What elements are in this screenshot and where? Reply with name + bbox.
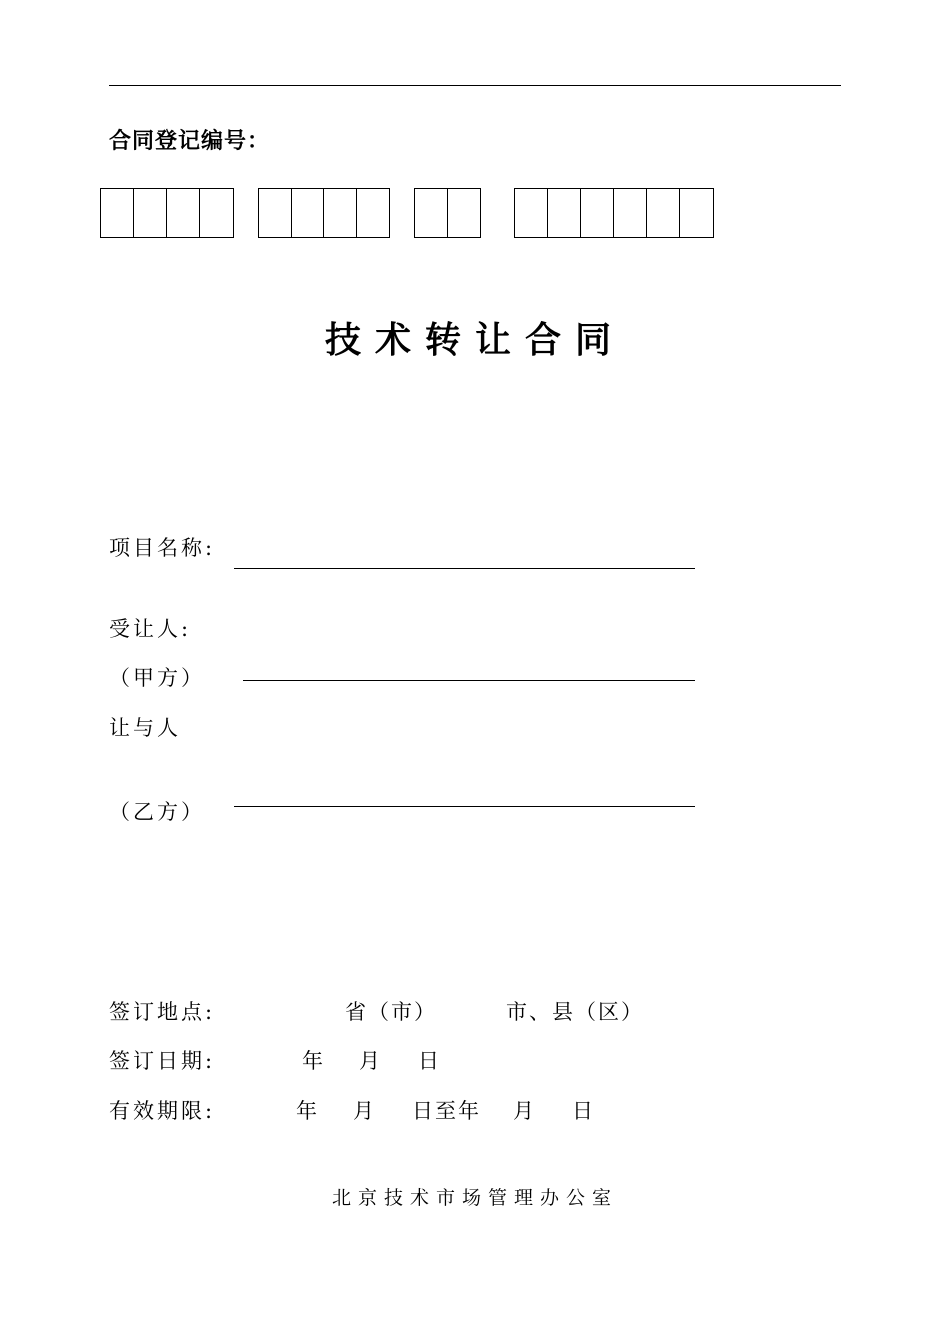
province-text: 省（市）	[345, 1000, 437, 1024]
registration-box[interactable]	[548, 189, 581, 237]
registration-box[interactable]	[515, 189, 548, 237]
registration-box[interactable]	[415, 189, 448, 237]
transferor-label: 让与人	[109, 716, 181, 740]
transferee-label: 受让人:	[109, 617, 192, 641]
registration-box[interactable]	[581, 189, 614, 237]
registration-box[interactable]	[134, 189, 167, 237]
signing-month: 月	[359, 1049, 382, 1073]
party-b-label: （乙方）	[109, 800, 205, 824]
registration-box[interactable]	[292, 189, 325, 237]
registration-box[interactable]	[448, 189, 481, 237]
validity-start-year: 年	[296, 1099, 319, 1123]
top-rule	[109, 85, 841, 86]
registration-box[interactable]	[357, 189, 389, 237]
signing-year: 年	[302, 1049, 325, 1073]
registration-box[interactable]	[647, 189, 680, 237]
registration-box[interactable]	[614, 189, 647, 237]
party-a-label: （甲方）	[109, 666, 205, 690]
validity-end-month: 月	[513, 1099, 536, 1123]
city-county-text: 市、县（区）	[506, 1000, 644, 1024]
party-a-line[interactable]	[243, 680, 695, 681]
registration-box[interactable]	[259, 189, 292, 237]
registration-box-group-2	[258, 188, 390, 238]
validity-start-day-to-year: 日至年	[412, 1099, 481, 1123]
document-title: 技术转让合同	[324, 320, 625, 361]
project-name-line[interactable]	[234, 568, 695, 569]
registration-box[interactable]	[200, 189, 233, 237]
validity-end-day: 日	[572, 1099, 595, 1123]
signing-date-label: 签订日期:	[109, 1049, 216, 1073]
registration-box[interactable]	[167, 189, 200, 237]
registration-box[interactable]	[680, 189, 713, 237]
signing-day: 日	[418, 1049, 441, 1073]
registration-box[interactable]	[324, 189, 357, 237]
registration-box-group-3	[414, 188, 481, 238]
issuer-footer: 北京技术市场管理办公室	[331, 1187, 618, 1209]
validity-start-month: 月	[353, 1099, 376, 1123]
party-b-line[interactable]	[234, 806, 695, 807]
registration-box-group-4	[514, 188, 714, 238]
signing-place-label: 签订地点:	[109, 1000, 216, 1024]
registration-number-label: 合同登记编号：	[109, 129, 271, 154]
project-name-label: 项目名称:	[109, 536, 216, 560]
registration-box-group-1	[100, 188, 234, 238]
registration-box[interactable]	[101, 189, 134, 237]
validity-period-label: 有效期限:	[109, 1099, 216, 1123]
